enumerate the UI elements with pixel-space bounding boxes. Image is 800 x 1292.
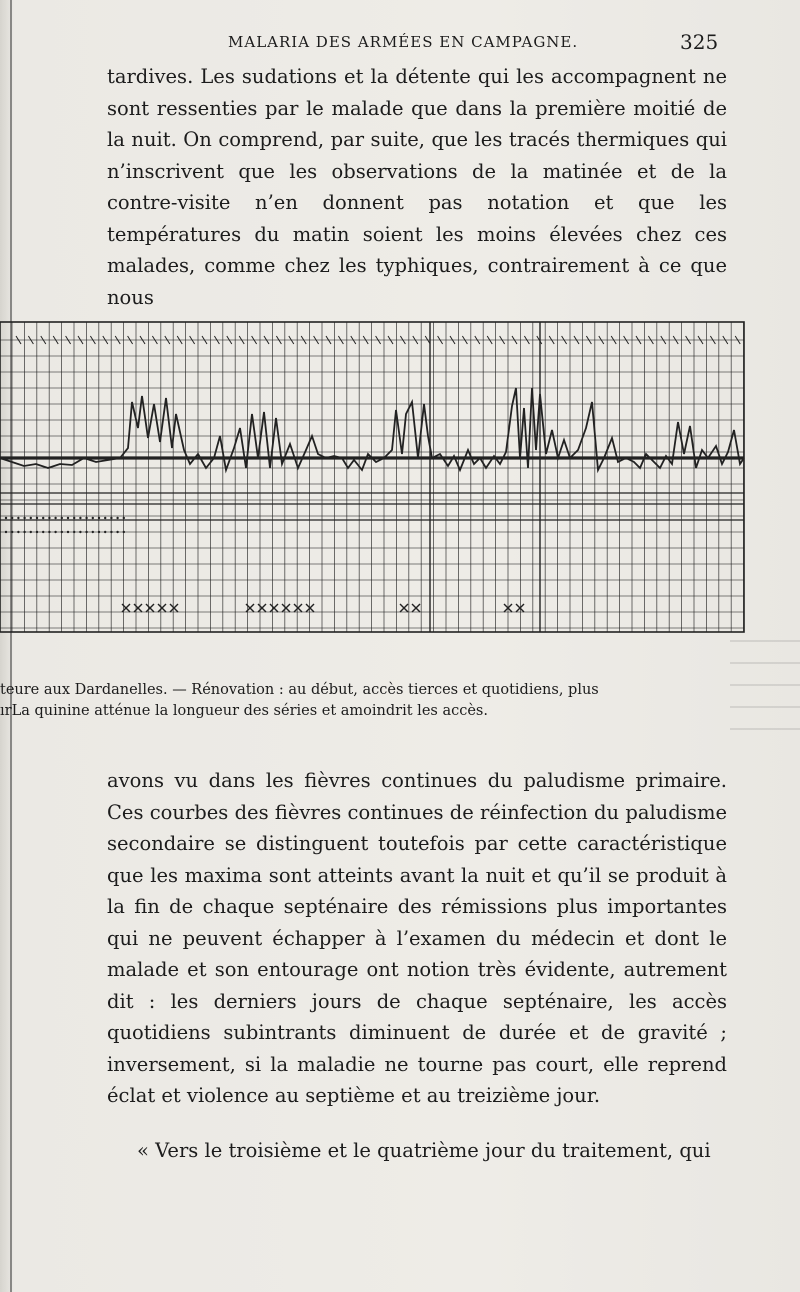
chart-dot-mark	[30, 517, 32, 519]
chart-dot-mark	[42, 531, 44, 533]
paragraph-text: tardives. Les sudations et la détente qui les accompagnent ne sont ressenties par le malade que dans la première moitié de la nuit. On comprend, par suite, que les tracés thermiques qui n’inscrivent que les observations de la matinée et de la contre-visite n’en donnent pas notation et que les températures du matin soient les moins élevées chez ces malades, comme chez les typhiques, contrairement à ce que nous	[107, 65, 727, 309]
chart-dot-mark	[104, 531, 106, 533]
page-number: 325	[680, 30, 719, 54]
chart-dot-mark	[85, 517, 87, 519]
page-header	[0, 30, 800, 54]
chart-dot-mark	[123, 531, 125, 533]
chart-dot-mark	[17, 531, 19, 533]
chart-dot-mark	[67, 531, 69, 533]
chart-dot-mark	[67, 517, 69, 519]
figure-caption	[0, 680, 800, 722]
paragraph-text: avons vu dans les fièvres continues du paludisme primaire. Ces courbes des fièvres continues de réinfection du paludisme secondaire se distinguent toutefois par cette caractéristique que les maxima sont atteints avant la nuit et qu’il se produit à la fin de chaque septénaire des rémissions plus importantes qui ne peuvent échapper à l’examen du médecin et dont le malade et son entourage ont notion très évidente, autrement dit : les derniers jours de chaque septénaire, les accès quotidiens subintrants diminuent de durée et de gravité ; inversement, si la maladie ne tourne pas court, elle reprend éclat et violence au septième et au treizième jour.	[107, 769, 727, 1107]
chart-dot-mark	[5, 517, 7, 519]
chart-dot-mark	[54, 517, 56, 519]
chart-dot-mark	[11, 531, 13, 533]
chart-dot-mark	[79, 517, 81, 519]
paragraph-middle	[107, 765, 727, 1112]
chart-dot-mark	[42, 517, 44, 519]
chart-dot-mark	[116, 531, 118, 533]
gutter-edge	[10, 0, 12, 1292]
chart-dot-mark	[116, 517, 118, 519]
chart-dot-mark	[30, 531, 32, 533]
temperature-chart-figure	[0, 318, 800, 638]
temperature-chart	[0, 318, 800, 638]
chart-dot-mark	[98, 531, 100, 533]
paragraph-bottom	[107, 1135, 727, 1167]
chart-dot-mark	[48, 517, 50, 519]
chart-dot-mark	[23, 531, 25, 533]
paragraph-top	[107, 61, 727, 313]
chart-dot-mark	[79, 531, 81, 533]
chart-dot-mark	[92, 517, 94, 519]
chart-dot-mark	[98, 517, 100, 519]
chart-dot-mark	[36, 531, 38, 533]
chart-dot-mark	[73, 517, 75, 519]
chart-dot-mark	[11, 517, 13, 519]
chart-dot-mark	[17, 517, 19, 519]
caption-line-1: teure aux Dardanelles. — Rénovation : au début, accès tierces et quotidiens, plus	[0, 682, 599, 698]
chart-dot-mark	[5, 531, 7, 533]
chart-dot-mark	[110, 531, 112, 533]
chart-dot-mark	[92, 531, 94, 533]
chart-dot-mark	[54, 531, 56, 533]
paragraph-text: « Vers le troisième et le quatrième jour du traitement, qui	[137, 1139, 711, 1162]
chart-dot-mark	[61, 531, 63, 533]
caption-line-2: ırLa quinine atténue la longueur des séries et amoindrit les accès.	[0, 703, 488, 719]
chart-dot-mark	[61, 517, 63, 519]
chart-dot-mark	[48, 531, 50, 533]
chart-dot-mark	[104, 517, 106, 519]
chart-dot-mark	[110, 517, 112, 519]
chart-dot-mark	[36, 517, 38, 519]
running-title: MALARIA DES ARMÉES EN CAMPAGNE.	[228, 33, 579, 51]
chart-dot-mark	[85, 531, 87, 533]
chart-dot-mark	[123, 517, 125, 519]
chart-dot-mark	[23, 517, 25, 519]
chart-dot-mark	[73, 531, 75, 533]
